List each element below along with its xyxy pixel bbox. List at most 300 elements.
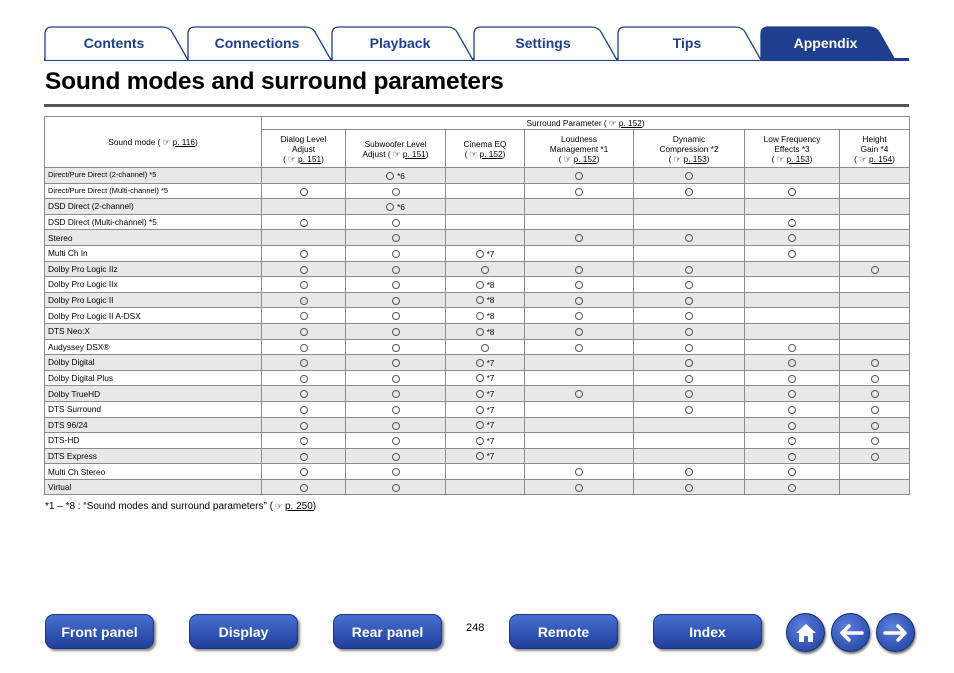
cell-note: *7 bbox=[486, 435, 495, 446]
parameter-cell bbox=[634, 433, 745, 449]
parameter-cell bbox=[525, 464, 634, 480]
parameter-cell bbox=[840, 417, 910, 433]
sound-mode-name: Multi Ch Stereo bbox=[45, 464, 262, 480]
table-row bbox=[45, 214, 910, 230]
column-ref-link[interactable]: p. 152 bbox=[479, 148, 503, 159]
supported-circle-icon bbox=[575, 484, 583, 492]
parameter-cell bbox=[745, 339, 840, 355]
parameter-cell bbox=[634, 230, 745, 246]
cell-note: *8 bbox=[486, 326, 495, 337]
sound-mode-name: Dolby Pro Logic IIx bbox=[45, 277, 262, 293]
supported-circle-icon bbox=[392, 266, 400, 274]
index-button[interactable]: Index bbox=[653, 614, 762, 649]
parameter-cell bbox=[262, 479, 346, 495]
parameter-cell bbox=[840, 277, 910, 293]
supported-circle-icon bbox=[685, 468, 693, 476]
sound-mode-header: Sound mode ( ☞ p. 116) bbox=[45, 117, 262, 168]
supported-circle-icon bbox=[685, 359, 693, 367]
parameter-cell bbox=[262, 168, 346, 184]
tab-contents[interactable] bbox=[44, 26, 202, 60]
cell-note: *7 bbox=[486, 451, 495, 462]
sound-mode-name: Direct/Pure Direct (Multi-channel) *5 bbox=[45, 183, 262, 199]
supported-circle-icon bbox=[300, 328, 308, 336]
parameter-cell bbox=[745, 386, 840, 402]
supported-circle-icon bbox=[476, 437, 484, 445]
supported-circle-icon bbox=[392, 281, 400, 289]
parameter-cell bbox=[262, 355, 346, 371]
column-header: Loudness Management *1 ( ☞ p. 152) bbox=[525, 130, 634, 168]
parameter-cell bbox=[446, 417, 525, 433]
parameter-cell bbox=[525, 277, 634, 293]
tab-label: Appendix bbox=[793, 35, 858, 51]
parameter-cell bbox=[840, 433, 910, 449]
supported-circle-icon bbox=[476, 421, 484, 429]
parameter-cell bbox=[745, 464, 840, 480]
tab-label: Settings bbox=[515, 35, 571, 51]
parameter-cell bbox=[262, 323, 346, 339]
parameter-cell bbox=[262, 245, 346, 261]
table-row bbox=[45, 464, 910, 480]
parameter-cell bbox=[745, 355, 840, 371]
arrow-right-button[interactable] bbox=[876, 613, 915, 652]
supported-circle-icon bbox=[685, 172, 693, 180]
supported-circle-icon bbox=[575, 390, 583, 398]
supported-circle-icon bbox=[788, 484, 796, 492]
table-row bbox=[45, 292, 910, 308]
supported-circle-icon bbox=[300, 266, 308, 274]
supported-circle-icon bbox=[788, 219, 796, 227]
sound-mode-name: Direct/Pure Direct (2-channel) *5 bbox=[45, 168, 262, 184]
supported-circle-icon bbox=[788, 422, 796, 430]
parameter-cell bbox=[525, 168, 634, 184]
display-button[interactable]: Display bbox=[189, 614, 298, 649]
sound-mode-table bbox=[44, 116, 910, 495]
parameter-cell bbox=[262, 214, 346, 230]
parameter-cell bbox=[525, 370, 634, 386]
sound-mode-name: DTS 96/24 bbox=[45, 417, 262, 433]
parameter-cell bbox=[840, 245, 910, 261]
cell-note: *8 bbox=[486, 295, 495, 306]
parameter-cell bbox=[346, 245, 446, 261]
hand-pointer-icon: ☞ bbox=[608, 118, 617, 128]
table-row bbox=[45, 479, 910, 495]
rear-panel-button[interactable]: Rear panel bbox=[333, 614, 442, 649]
parameter-cell bbox=[745, 214, 840, 230]
cell-note: *7 bbox=[486, 404, 495, 415]
parameter-cell bbox=[262, 401, 346, 417]
supported-circle-icon bbox=[300, 344, 308, 352]
parameter-cell bbox=[840, 339, 910, 355]
parameter-cell bbox=[346, 479, 446, 495]
parameter-cell bbox=[634, 308, 745, 324]
supported-circle-icon bbox=[300, 484, 308, 492]
sound-mode-name: Dolby Pro Logic II A-DSX bbox=[45, 308, 262, 324]
supported-circle-icon bbox=[476, 359, 484, 367]
hand-pointer-icon: ☞ bbox=[776, 153, 785, 164]
parameter-cell bbox=[634, 417, 745, 433]
parameter-cell bbox=[525, 323, 634, 339]
remote-button[interactable]: Remote bbox=[509, 614, 618, 649]
supported-circle-icon bbox=[481, 266, 489, 274]
supported-circle-icon bbox=[788, 250, 796, 258]
parameter-cell bbox=[745, 479, 840, 495]
table-row bbox=[45, 433, 910, 449]
parameter-cell bbox=[840, 199, 910, 215]
home-icon bbox=[794, 622, 818, 644]
parameter-cell bbox=[745, 370, 840, 386]
column-ref-link[interactable]: p. 153 bbox=[786, 153, 810, 164]
parameter-cell bbox=[446, 323, 525, 339]
supported-circle-icon bbox=[386, 172, 394, 180]
cell-note: *7 bbox=[486, 357, 495, 368]
surround-parameter-ref-link[interactable]: p. 152 bbox=[618, 118, 642, 128]
hand-pointer-icon: ☞ bbox=[392, 148, 401, 159]
parameter-cell bbox=[446, 308, 525, 324]
cell-note: *7 bbox=[486, 420, 495, 431]
parameter-cell bbox=[634, 370, 745, 386]
column-ref-link[interactable]: p. 151 bbox=[402, 148, 426, 159]
hand-pointer-icon: ☞ bbox=[563, 153, 572, 164]
supported-circle-icon bbox=[481, 344, 489, 352]
parameter-cell bbox=[525, 292, 634, 308]
parameter-cell bbox=[446, 261, 525, 277]
supported-circle-icon bbox=[685, 328, 693, 336]
parameter-cell bbox=[346, 292, 446, 308]
hand-pointer-icon: ☞ bbox=[162, 137, 171, 147]
cell-note: *7 bbox=[486, 373, 495, 384]
supported-circle-icon bbox=[685, 297, 693, 305]
parameter-cell bbox=[634, 323, 745, 339]
parameter-cell bbox=[262, 292, 346, 308]
sound-mode-name: Virtual bbox=[45, 479, 262, 495]
sound-mode-name: Audyssey DSX® bbox=[45, 339, 262, 355]
supported-circle-icon bbox=[300, 219, 308, 227]
supported-circle-icon bbox=[300, 188, 308, 196]
parameter-cell bbox=[525, 417, 634, 433]
supported-circle-icon bbox=[575, 266, 583, 274]
table-row bbox=[45, 355, 910, 371]
footnote-ref-link[interactable]: p. 250 bbox=[284, 501, 313, 512]
parameter-cell bbox=[840, 168, 910, 184]
supported-circle-icon bbox=[788, 234, 796, 242]
parameter-cell bbox=[446, 448, 525, 464]
supported-circle-icon bbox=[392, 188, 400, 196]
tab-playback[interactable] bbox=[331, 26, 487, 60]
parameter-cell bbox=[446, 245, 525, 261]
parameter-cell bbox=[446, 479, 525, 495]
parameter-cell bbox=[346, 464, 446, 480]
column-ref-link[interactable]: p. 151 bbox=[298, 153, 322, 164]
sound-mode-name: DTS-HD bbox=[45, 433, 262, 449]
parameter-cell bbox=[525, 199, 634, 215]
supported-circle-icon bbox=[392, 406, 400, 414]
tab-settings[interactable] bbox=[473, 26, 631, 60]
parameter-cell bbox=[634, 355, 745, 371]
parameter-cell bbox=[446, 355, 525, 371]
supported-circle-icon bbox=[476, 374, 484, 382]
cell-note: *7 bbox=[486, 248, 495, 259]
table-row bbox=[45, 245, 910, 261]
parameter-cell bbox=[446, 214, 525, 230]
sound-mode-name: Dolby Pro Logic II bbox=[45, 292, 262, 308]
parameter-cell bbox=[745, 245, 840, 261]
supported-circle-icon bbox=[575, 297, 583, 305]
parameter-cell bbox=[346, 401, 446, 417]
parameter-cell bbox=[446, 183, 525, 199]
table-row bbox=[45, 370, 910, 386]
parameter-cell bbox=[525, 433, 634, 449]
parameter-cell bbox=[346, 417, 446, 433]
supported-circle-icon bbox=[871, 453, 879, 461]
tab-label: Tips bbox=[672, 35, 702, 51]
supported-circle-icon bbox=[871, 406, 879, 414]
supported-circle-icon bbox=[871, 375, 879, 383]
supported-circle-icon bbox=[685, 188, 693, 196]
table-row bbox=[45, 168, 910, 184]
parameter-cell bbox=[840, 214, 910, 230]
cell-note: *8 bbox=[486, 279, 495, 290]
column-ref-link[interactable]: p. 154 bbox=[869, 153, 893, 164]
supported-circle-icon bbox=[871, 437, 879, 445]
parameter-cell bbox=[745, 230, 840, 246]
parameter-cell bbox=[446, 230, 525, 246]
supported-circle-icon bbox=[788, 453, 796, 461]
top-tab-bar bbox=[0, 0, 954, 64]
parameter-cell bbox=[525, 230, 634, 246]
supported-circle-icon bbox=[300, 281, 308, 289]
parameter-cell bbox=[346, 370, 446, 386]
parameter-cell bbox=[525, 479, 634, 495]
supported-circle-icon bbox=[788, 437, 796, 445]
parameter-cell bbox=[262, 183, 346, 199]
title-divider bbox=[44, 104, 909, 107]
parameter-cell bbox=[634, 183, 745, 199]
supported-circle-icon bbox=[300, 437, 308, 445]
parameter-cell bbox=[525, 355, 634, 371]
arrow-right-icon bbox=[883, 624, 909, 642]
parameter-cell bbox=[262, 386, 346, 402]
parameter-cell bbox=[346, 261, 446, 277]
parameter-cell bbox=[745, 168, 840, 184]
parameter-cell bbox=[446, 292, 525, 308]
table-row bbox=[45, 230, 910, 246]
supported-circle-icon bbox=[476, 452, 484, 460]
supported-circle-icon bbox=[575, 188, 583, 196]
home-button[interactable] bbox=[786, 613, 825, 652]
supported-circle-icon bbox=[871, 422, 879, 430]
parameter-cell bbox=[745, 308, 840, 324]
parameter-cell bbox=[346, 386, 446, 402]
column-header: Cinema EQ ( ☞ p. 152) bbox=[446, 130, 525, 168]
parameter-cell bbox=[840, 308, 910, 324]
supported-circle-icon bbox=[392, 468, 400, 476]
page-number: 248 bbox=[466, 622, 485, 634]
supported-circle-icon bbox=[685, 234, 693, 242]
parameter-cell bbox=[446, 401, 525, 417]
parameter-cell bbox=[525, 245, 634, 261]
supported-circle-icon bbox=[392, 484, 400, 492]
tab-appendix[interactable] bbox=[760, 26, 909, 60]
column-ref-link[interactable]: p. 153 bbox=[683, 153, 707, 164]
parameter-cell bbox=[346, 214, 446, 230]
parameter-cell bbox=[745, 199, 840, 215]
tab-label: Contents bbox=[83, 35, 145, 51]
table-row bbox=[45, 308, 910, 324]
parameter-cell bbox=[346, 277, 446, 293]
parameter-cell bbox=[840, 479, 910, 495]
parameter-cell bbox=[840, 401, 910, 417]
parameter-cell bbox=[634, 199, 745, 215]
parameter-cell bbox=[840, 370, 910, 386]
parameter-cell bbox=[262, 261, 346, 277]
parameter-cell bbox=[446, 370, 525, 386]
supported-circle-icon bbox=[392, 250, 400, 258]
supported-circle-icon bbox=[300, 375, 308, 383]
parameter-cell bbox=[346, 323, 446, 339]
supported-circle-icon bbox=[476, 296, 484, 304]
supported-circle-icon bbox=[685, 281, 693, 289]
supported-circle-icon bbox=[685, 484, 693, 492]
supported-circle-icon bbox=[871, 359, 879, 367]
parameter-cell bbox=[446, 386, 525, 402]
supported-circle-icon bbox=[300, 406, 308, 414]
supported-circle-icon bbox=[476, 312, 484, 320]
parameter-cell bbox=[262, 230, 346, 246]
parameter-cell bbox=[840, 183, 910, 199]
parameter-cell bbox=[634, 339, 745, 355]
table-row bbox=[45, 448, 910, 464]
supported-circle-icon bbox=[788, 468, 796, 476]
parameter-cell bbox=[634, 386, 745, 402]
parameter-cell bbox=[525, 401, 634, 417]
parameter-cell bbox=[840, 261, 910, 277]
parameter-cell bbox=[446, 199, 525, 215]
column-ref-link[interactable]: p. 152 bbox=[573, 153, 597, 164]
parameter-cell bbox=[262, 277, 346, 293]
supported-circle-icon bbox=[685, 390, 693, 398]
cell-note: *6 bbox=[397, 201, 405, 212]
column-header: Low Frequency Effects *3 ( ☞ p. 153) bbox=[745, 130, 840, 168]
supported-circle-icon bbox=[392, 344, 400, 352]
supported-circle-icon bbox=[476, 281, 484, 289]
supported-circle-icon bbox=[476, 406, 484, 414]
cell-note: *7 bbox=[486, 389, 495, 400]
parameter-cell bbox=[525, 339, 634, 355]
parameter-cell bbox=[840, 386, 910, 402]
arrow-left-button[interactable] bbox=[831, 613, 870, 652]
table-row bbox=[45, 277, 910, 293]
sound-mode-name: DSD Direct (Multi-channel) *5 bbox=[45, 214, 262, 230]
parameter-cell bbox=[840, 292, 910, 308]
parameter-cell bbox=[525, 183, 634, 199]
sound-mode-ref-link[interactable]: p. 116 bbox=[172, 137, 195, 147]
arrow-left-icon bbox=[838, 624, 864, 642]
supported-circle-icon bbox=[392, 390, 400, 398]
supported-circle-icon bbox=[300, 297, 308, 305]
parameter-cell bbox=[745, 417, 840, 433]
hand-pointer-icon: ☞ bbox=[673, 153, 682, 164]
supported-circle-icon bbox=[300, 359, 308, 367]
table-row bbox=[45, 261, 910, 277]
sound-mode-name: DTS Express bbox=[45, 448, 262, 464]
supported-circle-icon bbox=[392, 359, 400, 367]
parameter-cell bbox=[525, 308, 634, 324]
cell-note: *6 bbox=[397, 170, 405, 181]
supported-circle-icon bbox=[685, 344, 693, 352]
supported-circle-icon bbox=[392, 437, 400, 445]
parameter-cell bbox=[840, 464, 910, 480]
table-row bbox=[45, 183, 910, 199]
supported-circle-icon bbox=[300, 250, 308, 258]
supported-circle-icon bbox=[788, 359, 796, 367]
supported-circle-icon bbox=[788, 406, 796, 414]
supported-circle-icon bbox=[392, 234, 400, 242]
supported-circle-icon bbox=[300, 453, 308, 461]
parameter-cell bbox=[446, 339, 525, 355]
tab-connections[interactable] bbox=[187, 26, 345, 60]
hand-pointer-icon: ☞ bbox=[287, 153, 296, 164]
parameter-cell bbox=[840, 323, 910, 339]
sound-mode-name: Dolby Digital bbox=[45, 355, 262, 371]
supported-circle-icon bbox=[788, 344, 796, 352]
parameter-cell bbox=[446, 277, 525, 293]
supported-circle-icon bbox=[685, 406, 693, 414]
parameter-cell bbox=[446, 464, 525, 480]
parameter-cell bbox=[262, 448, 346, 464]
parameter-cell bbox=[745, 448, 840, 464]
parameter-cell bbox=[745, 183, 840, 199]
table-row bbox=[45, 417, 910, 433]
parameter-cell bbox=[745, 433, 840, 449]
parameter-cell bbox=[634, 168, 745, 184]
sound-mode-name: Dolby TrueHD bbox=[45, 386, 262, 402]
parameter-cell bbox=[346, 230, 446, 246]
parameter-cell bbox=[346, 355, 446, 371]
parameter-cell bbox=[745, 261, 840, 277]
sound-mode-name: Dolby Pro Logic IIz bbox=[45, 261, 262, 277]
parameter-cell bbox=[262, 370, 346, 386]
parameter-cell bbox=[346, 448, 446, 464]
sound-mode-name: Dolby Digital Plus bbox=[45, 370, 262, 386]
parameter-cell bbox=[525, 261, 634, 277]
surround-parameter-header: Surround Parameter ( ☞ p. 152) bbox=[262, 117, 910, 130]
supported-circle-icon bbox=[392, 328, 400, 336]
parameter-cell bbox=[346, 339, 446, 355]
table-row bbox=[45, 339, 910, 355]
tab-label: Playback bbox=[369, 35, 431, 51]
tab-tips[interactable] bbox=[617, 26, 775, 60]
sound-mode-name: DTS Surround bbox=[45, 401, 262, 417]
parameter-cell bbox=[262, 433, 346, 449]
parameter-cell bbox=[346, 183, 446, 199]
supported-circle-icon bbox=[392, 219, 400, 227]
parameter-cell bbox=[634, 448, 745, 464]
hand-pointer-icon: ☞ bbox=[274, 501, 283, 511]
parameter-cell bbox=[634, 261, 745, 277]
parameter-cell bbox=[840, 230, 910, 246]
supported-circle-icon bbox=[685, 375, 693, 383]
parameter-cell bbox=[262, 464, 346, 480]
parameter-cell bbox=[634, 401, 745, 417]
hand-pointer-icon: ☞ bbox=[469, 148, 478, 159]
front-panel-button[interactable]: Front panel bbox=[45, 614, 154, 649]
parameter-cell bbox=[840, 355, 910, 371]
column-header: Dynamic Compression *2 ( ☞ p. 153) bbox=[634, 130, 745, 168]
parameter-cell bbox=[634, 292, 745, 308]
parameter-cell bbox=[346, 199, 446, 215]
supported-circle-icon bbox=[575, 281, 583, 289]
sound-mode-name: DTS Neo:X bbox=[45, 323, 262, 339]
